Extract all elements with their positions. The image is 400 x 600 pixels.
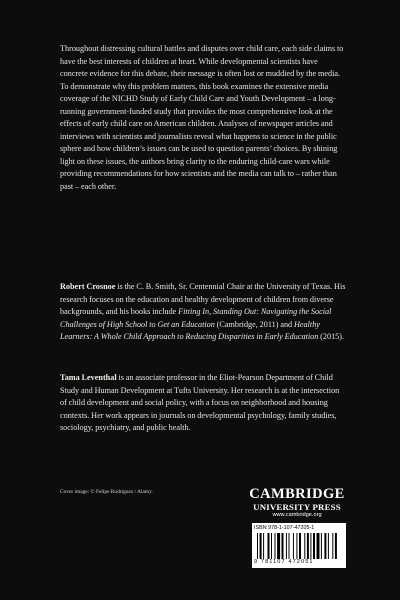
author-bio-leventhal	[60, 372, 347, 435]
author-name-crosnoe: Robert Crosnoe	[60, 282, 116, 291]
author-name-leventhal: Tama Leventhal	[60, 373, 117, 382]
book-title-fitting-in: Fitting In, Standing Out: Navigating the Social Challenges of High School to Get an Education	[60, 307, 332, 329]
barcode-icon	[256, 533, 342, 559]
publisher-subname: UNIVERSITY PRESS	[253, 502, 341, 512]
bio-text: is the C. B. Smith, Sr. Centennial Chair at the University of Texas. His research focuses on the education and healthy development of children from diverse backgrounds, and his books include	[60, 282, 346, 317]
barcode-number: 9 781107 472051	[254, 559, 314, 565]
publisher-url: www.cambridge.org	[272, 512, 322, 518]
book-title-healthy-learners: Healthy Learners: A Whole Child Approach to Reducing Disparities in Early Education	[60, 319, 320, 342]
book-description: Throughout distressing cultural battles and disputes over child care, each side claims to have the best interests of children at heart. While developmental scientists have concrete evidence for this debate, their message is often lost or muddied by the media. To demonstrate why this problem matters, this book examines the extensive media coverage of the NICHD Study of Early Child Care and Youth Development – a long-running government-funded study that provides the most comprehensive look at the effects of early child care on American children. Analyses of newspaper articles and interviews with scientists and journalists reveal what happens to science in the public sphere and how children’s issues can be used to question parents’ choices. By shining light on these issues, the authors bring clarity to the enduring child-care wars while providing recommendations for how scientists and the media can talk to – rather than past – each other.	[60, 44, 344, 192]
bio-text: is an associate professor in the Eliot-Pearson Department of Child Study and Human Development at Tufts University. Her research is at the intersection of child development and social policy, with a focus on neighborhood and housing contexts. Her work appears in journals on developmental psychology, family studies, sociology, psychiatry, and public health.	[60, 373, 340, 433]
publisher-logo	[246, 487, 348, 519]
author-bio-crosnoe	[60, 281, 347, 344]
publisher-name: CAMBRIDGE	[249, 486, 345, 502]
cover-image-credit: Cover image: © Felipe Rodriguez / Alamy.	[60, 489, 153, 495]
bio-text: (Cambridge, 2011) and	[214, 319, 294, 329]
bio-text: (2015).	[318, 332, 345, 342]
barcode-panel	[252, 523, 346, 568]
isbn-label: ISBN 978-1-107-47205-1	[254, 525, 315, 531]
